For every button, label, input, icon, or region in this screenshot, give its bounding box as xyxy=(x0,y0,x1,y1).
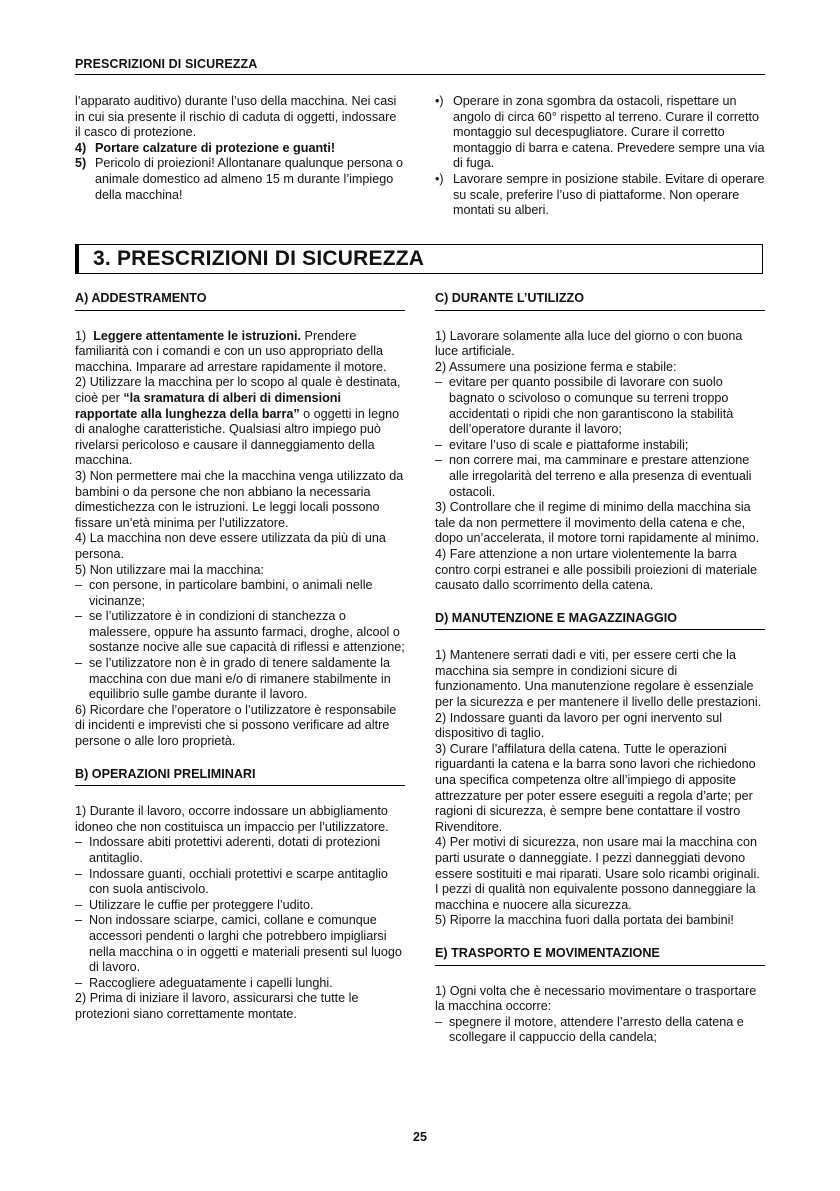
paragraph: 1) Mantenere serrati dadi e viti, per essere certi che la macchina sia sempre in condizioni sicure di funzionamento. Una manutenzione regolare è essenziale per la sicurezza e per mantenere il livello delle prestazioni. xyxy=(435,648,762,710)
dash-item: – spegnere il motore, attendere l’arresto della catena e scollegare il cappuccio della candela; xyxy=(435,1014,744,1045)
dash-item: – Raccogliere adeguatamente i capelli lunghi. xyxy=(75,975,333,990)
right-main-column xyxy=(435,291,765,1046)
continuation-paragraph: l’apparato auditivo) durante l’uso della macchina. Nei casi in cui sia presente il rischio di caduta di oggetti, indossare il casco di protezione. xyxy=(75,94,397,140)
bullet-item: •) Operare in zona sgombra da ostacoli, rispettare un angolo di circa 60° rispetto al terreno. Curare il corretto montaggio sul decespugliatore. Curare il corretto montaggio di barra e catena. Prevedere sempre una via di fuga. xyxy=(435,94,765,171)
list-item: 4) Portare calzature di protezione e guanti! xyxy=(75,140,336,155)
paragraph: 2) Assumere una posizione ferma e stabile: xyxy=(435,359,677,374)
top-left-column xyxy=(75,94,405,203)
running-header: PRESCRIZIONI DI SICUREZZA xyxy=(75,57,765,75)
section-c-heading: C) DURANTE L’UTILIZZO xyxy=(435,291,765,311)
page-number: 25 xyxy=(413,1130,427,1144)
paragraph: 2) Utilizzare la macchina per lo scopo al quale è destinata, cioè per “la sramatura di alberi di dimensioni rapportate alla lunghezza della barra” o oggetti in legno di analoghe caratteristiche. Qualsiasi altro impiego può rivelarsi pericoloso e causare il danneggiamento della macchina. xyxy=(75,375,401,468)
paragraph: 5) Riporre la macchina fuori dalla portata dei bambini! xyxy=(435,913,734,928)
dash-item: – se l’utilizzatore è in condizioni di stanchezza o malessere, oppure ha assunto farmaci, droghe, alcool o sostanze nocive alle sue capacità di riflessi e attenzione; xyxy=(75,609,405,655)
paragraph: 1) Ogni volta che è necessario movimentare o trasportare la macchina occorre: xyxy=(435,983,757,1014)
bullet-item: •) Lavorare sempre in posizione stabile. Evitare di operare su scale, preferire l’uso di piattaforme. Non operare montati su alberi. xyxy=(435,171,765,218)
dash-item: – Non indossare sciarpe, camici, collane e comunque accessori pendenti o larghi che potrebbero impigliarsi nella macchina o in oggetti e materiali presenti sul luogo di lavoro. xyxy=(75,913,402,975)
dash-item: – evitare per quanto possibile di lavorare con suolo bagnato o scivoloso o comunque su terreni troppo accidentati o ripidi che non garantiscono la stabilità dell’operatore durante il lavoro; xyxy=(435,375,734,437)
chapter-title: 3. PRESCRIZIONI DI SICUREZZA xyxy=(93,247,425,270)
paragraph: 3) Non permettere mai che la macchina venga utilizzato da bambini o da persone che non abbiano la necessaria dimestichezza con le istruzioni. Le leggi locali possono fissare un’età minima per l’utilizzatore. xyxy=(75,468,404,530)
section-e-heading: E) TRASPORTO E MOVIMENTAZIONE xyxy=(435,946,765,966)
paragraph: 2) Prima di iniziare il lavoro, assicurarsi che tutte le protezioni siano correttamente montate. xyxy=(75,991,359,1021)
dash-item: – non correre mai, ma camminare e prestare attenzione alle irregolarità del terreno e alla presenza di eventuali ostacoli. xyxy=(435,453,752,499)
top-right-column xyxy=(435,94,765,219)
dash-item: – evitare l’uso di scale e piattaforme instabili; xyxy=(435,437,689,452)
paragraph: 5) Non utilizzare mai la macchina: xyxy=(75,562,264,577)
chapter-banner xyxy=(75,244,763,274)
paragraph: 4) La macchina non deve essere utilizzata da più di una persona. xyxy=(75,531,386,561)
dash-item: – Utilizzare le cuffie per proteggere l’udito. xyxy=(75,897,314,912)
section-b-heading: B) OPERAZIONI PRELIMINARI xyxy=(75,767,405,787)
paragraph: 4) Per motivi di sicurezza, non usare mai la macchina con parti usurate o danneggiate. I pezzi danneggiati devono essere sostituiti e mai riparati. Usare solo ricambi originali. I pezzi di qualità non equivalente possono danneggiare la macchina e nuocere alla sicurezza. xyxy=(435,835,760,912)
dash-item: – Indossare guanti, occhiali protettivi e scarpe antitaglio con suola antiscivolo. xyxy=(75,866,388,897)
left-main-column xyxy=(75,291,405,1023)
paragraph: 2) Indossare guanti da lavoro per ogni inervento sul dispositivo di taglio. xyxy=(435,710,723,741)
paragraph: 1) Durante il lavoro, occorre indossare un abbigliamento idoneo che non costituisca un impaccio per l’utilizzatore. xyxy=(75,804,389,834)
paragraph: 3) Curare l’affilatura della catena. Tutte le operazioni riguardanti la catena e la barra sono lavori che richiedono una specifica competenza oltre all’impiego di apposite attrezzature per poter essere eseguiti a regola d’arte; per ragioni di sicurezza, è sempre bene contattare il vostro Rivenditore. xyxy=(435,741,756,834)
paragraph: 1) Lavorare solamente alla luce del giorno o con buona luce artificiale. xyxy=(435,328,743,359)
dash-item: – Indossare abiti protettivi aderenti, dotati di protezioni antitaglio. xyxy=(75,835,381,865)
paragraph: 3) Controllare che il regime di minimo della macchina sia tale da non permettere il movimento della catena e che, dopo un’accelerata, il motore torni rapidamente al minimo. xyxy=(435,500,760,546)
section-d-heading: D) MANUTENZIONE E MAGAZZINAGGIO xyxy=(435,611,765,631)
dash-item: – se l’utilizzatore non è in grado di tenere saldamente la macchina con due mani e/o di rimanere stabilmente in equilibrio sulle gambe durante il lavoro. xyxy=(75,656,391,702)
paragraph: 4) Fare attenzione a non urtare violentemente la barra contro corpi estranei e alle possibili proiezioni di materiale causato dallo scorrimento della catena. xyxy=(435,546,758,593)
dash-item: – con persone, in particolare bambini, o animali nelle vicinanze; xyxy=(75,578,373,608)
section-a-heading: A) ADDESTRAMENTO xyxy=(75,291,405,311)
paragraph: 1) Leggere attentamente le istruzioni. Prendere familiarità con i comandi e con un uso appropriato della macchina. Imparare ad arrestare rapidamente il motore. xyxy=(75,328,387,374)
paragraph: 6) Ricordare che l’operatore o l’utilizzatore è responsabile di incidenti e imprevisti che si possono verificare ad altre persone o alle loro proprietà. xyxy=(75,702,397,749)
list-item: 5) Pericolo di proiezioni! Allontanare qualunque persona o animale domestico ad almeno 15 m durante l’impiego della macchina! xyxy=(75,156,404,202)
